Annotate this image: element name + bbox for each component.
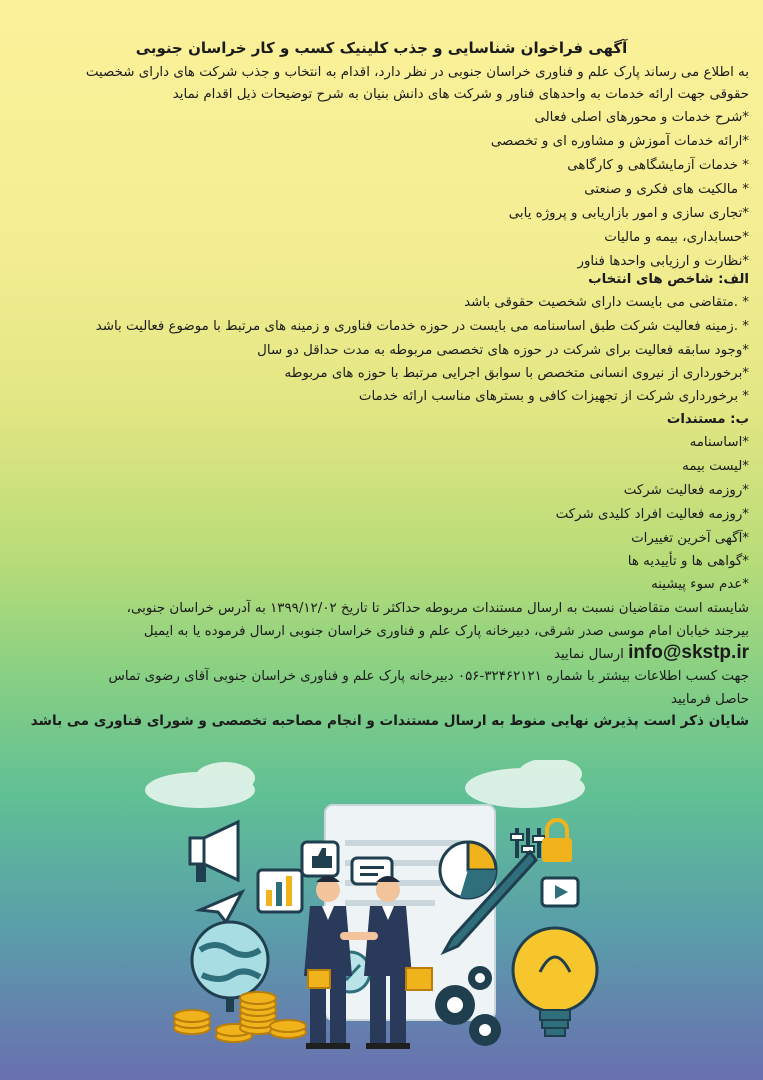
cloud-icon: [145, 760, 585, 808]
list-item: *حسابداری، بیمه و مالیات: [604, 230, 749, 245]
contact-line: جهت کسب اطلاعات بیشتر با شماره ۳۲۴۶۲۱۲۱-۰۵۶ دبیرخانه پارک علم و فناوری خراسان جنوبی آقای رضوی تماس: [108, 669, 749, 684]
business-illustration: [130, 760, 630, 1060]
list-item: *عدم سوء پیشینه: [651, 577, 749, 592]
play-icon: [542, 878, 578, 906]
lock-icon: [542, 820, 572, 862]
list-item: * .متقاضی می بایست دارای شخصیت حقوقی باشد: [464, 295, 749, 310]
email-link[interactable]: info@skstp.ir: [628, 642, 749, 663]
bar-chart-icon: [258, 870, 302, 912]
list-item: *تجاری سازی و امور بازاریابی و پروژه یابی: [508, 206, 749, 221]
list-item: *آگهی آخرین تغییرات: [631, 531, 749, 546]
list-item: * خدمات آزمایشگاهی و کارگاهی: [567, 158, 749, 173]
paper-plane-icon: [200, 892, 242, 922]
submission-line: بیرجند خیابان امام موسی صدر شرقی، دبیرخانه پارک علم و فناوری خراسان جنوبی ارسال فرموده یا به ایمیل: [143, 624, 749, 639]
final-note: شایان ذکر است پذیرش نهایی منوط به ارسال مستندات و انجام مصاحبه تخصصی و شورای فناوری می باشد: [30, 713, 749, 729]
list-item: *وجود سابقه فعالیت برای شرکت در حوزه های تخصصی مربوطه به مدت حداقل دو سال: [257, 343, 749, 358]
list-item: *ارائه خدمات آموزش و مشاوره ای و تخصصی: [490, 134, 749, 149]
list-item: *برخورداری از نیروی انسانی متخصص با سوابق اجرایی مرتبط با حوزه های مربوطه: [284, 366, 749, 381]
section-b-heading: ب: مستندات: [666, 412, 749, 427]
list-item: * برخورداری شرکت از تجهیزات کافی و بسترهای مناسب ارائه خدمات: [358, 389, 749, 404]
section-a-heading: الف: شاخص های انتخاب: [588, 272, 749, 287]
list-item: *شرح خدمات و محورهای اصلی فعالی: [534, 110, 749, 125]
intro-line: به اطلاع می رساند پارک علم و فناوری خراسان جنوبی در نظر دارد، اقدام به انتخاب و جذب شرکت های دارای شخصیت: [85, 65, 749, 80]
list-item: * .زمینه فعالیت شرکت طبق اساسنامه می بایست در حوزه خدمات فناوری و زمینه های مرتبط با موضوع فعالیت باشد: [95, 319, 749, 334]
light-bulb-icon: [513, 928, 597, 1036]
submission-line: شایسته است متقاضیان نسبت به ارسال مستندات مربوطه حداکثر تا تاریخ ۱۳۹۹/۱۲/۰۲ به آدرس خراسان جنوبی،: [126, 601, 749, 616]
list-item: *روزمه فعالیت شرکت: [623, 483, 749, 498]
email-suffix: ارسال نمایید: [553, 647, 624, 662]
list-item: *اساسنامه: [689, 435, 749, 450]
coins-icon: [174, 992, 306, 1042]
email-line: [14, 640, 749, 668]
contact-line: حاصل فرمایید: [671, 692, 749, 707]
list-item: *روزمه فعالیت افراد کلیدی شرکت: [555, 507, 749, 522]
list-item: * مالکیت های فکری و صنعتی: [584, 182, 749, 197]
intro-line: حقوقی جهت ارائه خدمات به واحدهای فناور و شرکت های دانش بنیان به شرح توضیحات ذیل اقدام نماید: [172, 87, 749, 102]
list-item: *نظارت و ارزیابی واحدها فناور: [577, 254, 749, 269]
pie-chart-icon: [440, 842, 496, 898]
page-title: آگهی فراخوان شناسایی و جذب کلینیک کسب و کار خراسان جنوبی: [135, 39, 628, 57]
list-item: *گواهی ها و تأییدیه ها: [627, 554, 749, 569]
megaphone-icon: [190, 822, 238, 882]
thumbs-up-icon: [302, 842, 338, 876]
list-item: *لیست بیمه: [682, 459, 749, 474]
